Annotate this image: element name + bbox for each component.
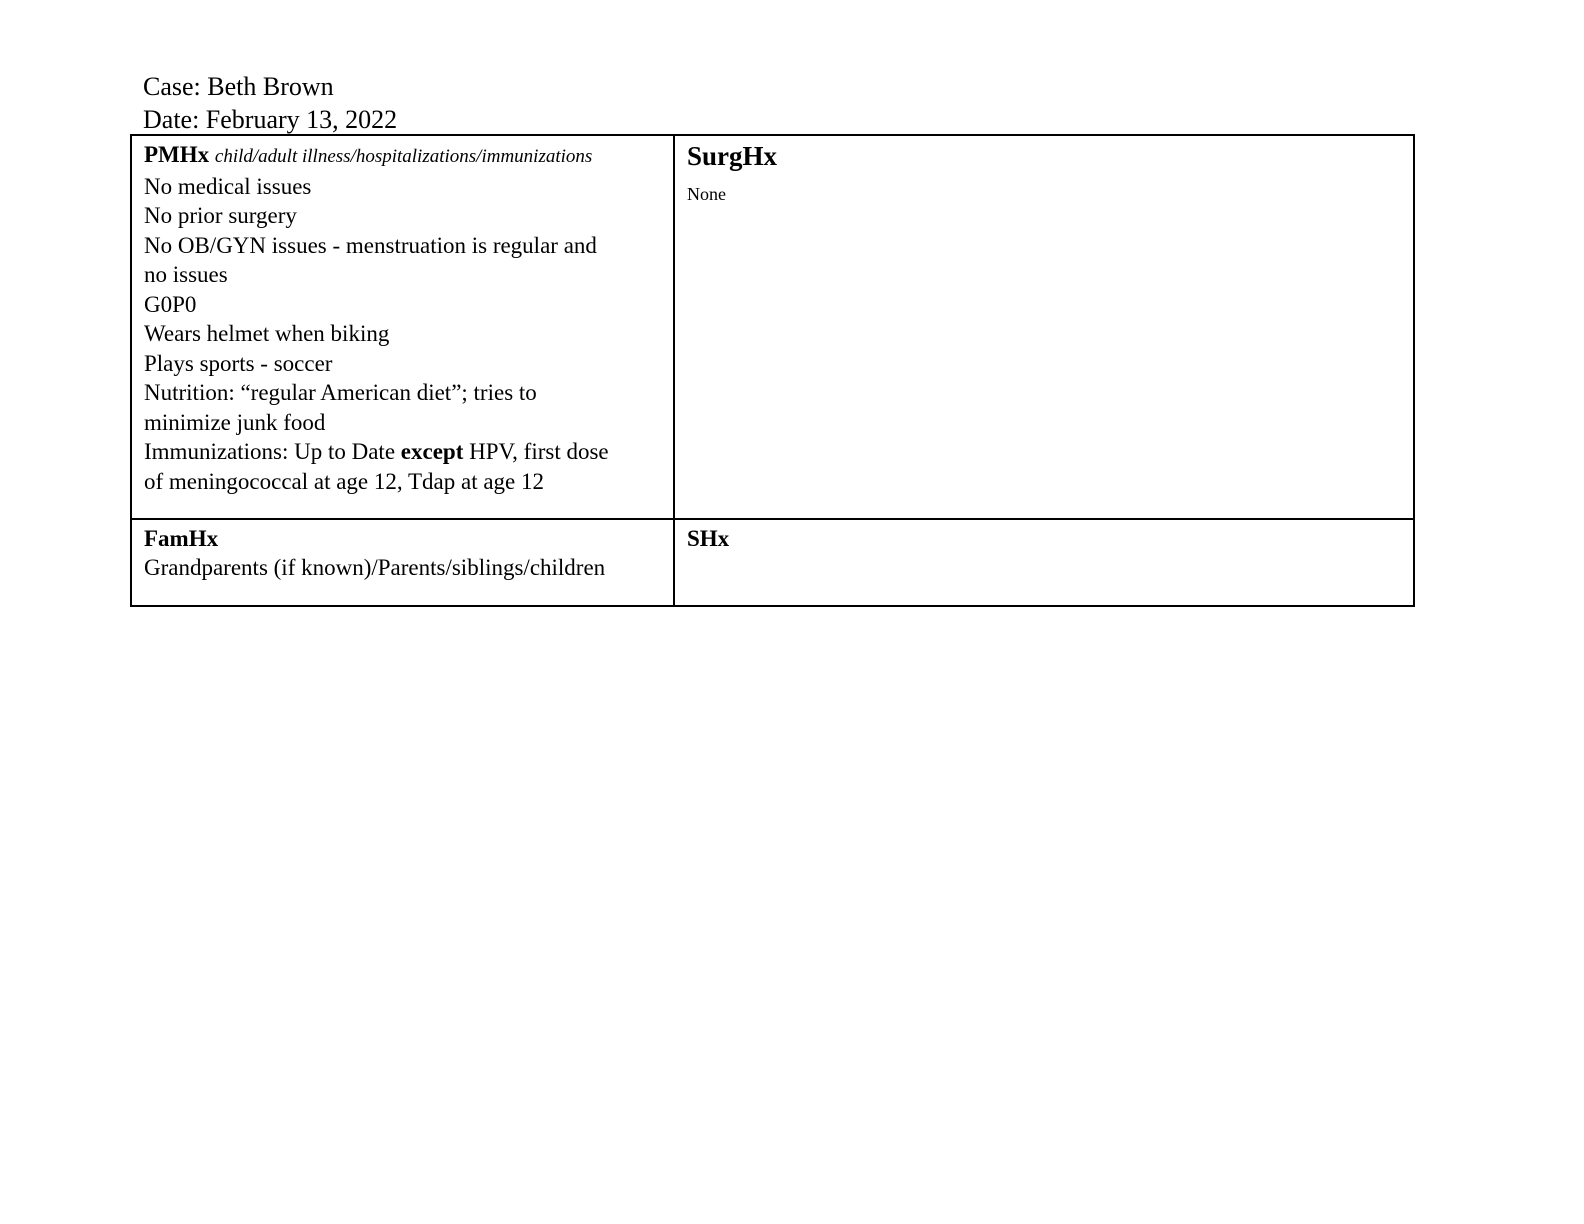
- surghx-text: None: [687, 184, 726, 204]
- immunizations-prefix: Immunizations: Up to Date: [144, 439, 401, 464]
- immunizations-emphasis: except: [400, 439, 464, 464]
- immunizations-line: [144, 437, 661, 467]
- immunizations-suffix: HPV, first dose: [463, 439, 609, 464]
- pmhx-line: Plays sports - soccer: [144, 350, 333, 376]
- pmhx-line: G0P0: [144, 291, 197, 317]
- pmhx-line: No OB/GYN issues - menstruation is regular and: [144, 232, 597, 258]
- surghx-cell: [674, 135, 1414, 519]
- table-row: [131, 519, 1414, 606]
- pmhx-line: no issues: [144, 262, 228, 287]
- famhx-cell: [131, 519, 674, 606]
- history-table: [130, 134, 1415, 607]
- pmhx-line: Nutrition: “regular American diet”; tries to: [144, 380, 537, 405]
- pmhx-subtitle: child/adult illness/hospitalizations/immunizations: [214, 146, 593, 167]
- shx-title: SHx: [687, 526, 730, 551]
- document-header: [143, 70, 397, 136]
- case-label: Case: Beth Brown: [143, 72, 334, 101]
- famhx-text: Grandparents (if known)/Parents/siblings/children: [144, 555, 606, 580]
- pmhx-line: Wears helmet when biking: [144, 321, 390, 346]
- famhx-title: FamHx: [144, 526, 219, 551]
- surghx-title: SurgHx: [687, 141, 778, 171]
- pmhx-line: No prior surgery: [144, 203, 297, 228]
- immunizations-continuation: of meningococcal at age 12, Tdap at age 12: [144, 468, 544, 494]
- pmhx-heading: [144, 140, 661, 172]
- pmhx-title: PMHx: [144, 142, 210, 167]
- pmhx-line: minimize junk food: [144, 409, 326, 435]
- pmhx-cell: [131, 135, 674, 519]
- pmhx-line: No medical issues: [144, 173, 312, 199]
- shx-cell: [674, 519, 1414, 606]
- table-row: [131, 135, 1414, 519]
- date-label: Date: February 13, 2022: [143, 105, 398, 134]
